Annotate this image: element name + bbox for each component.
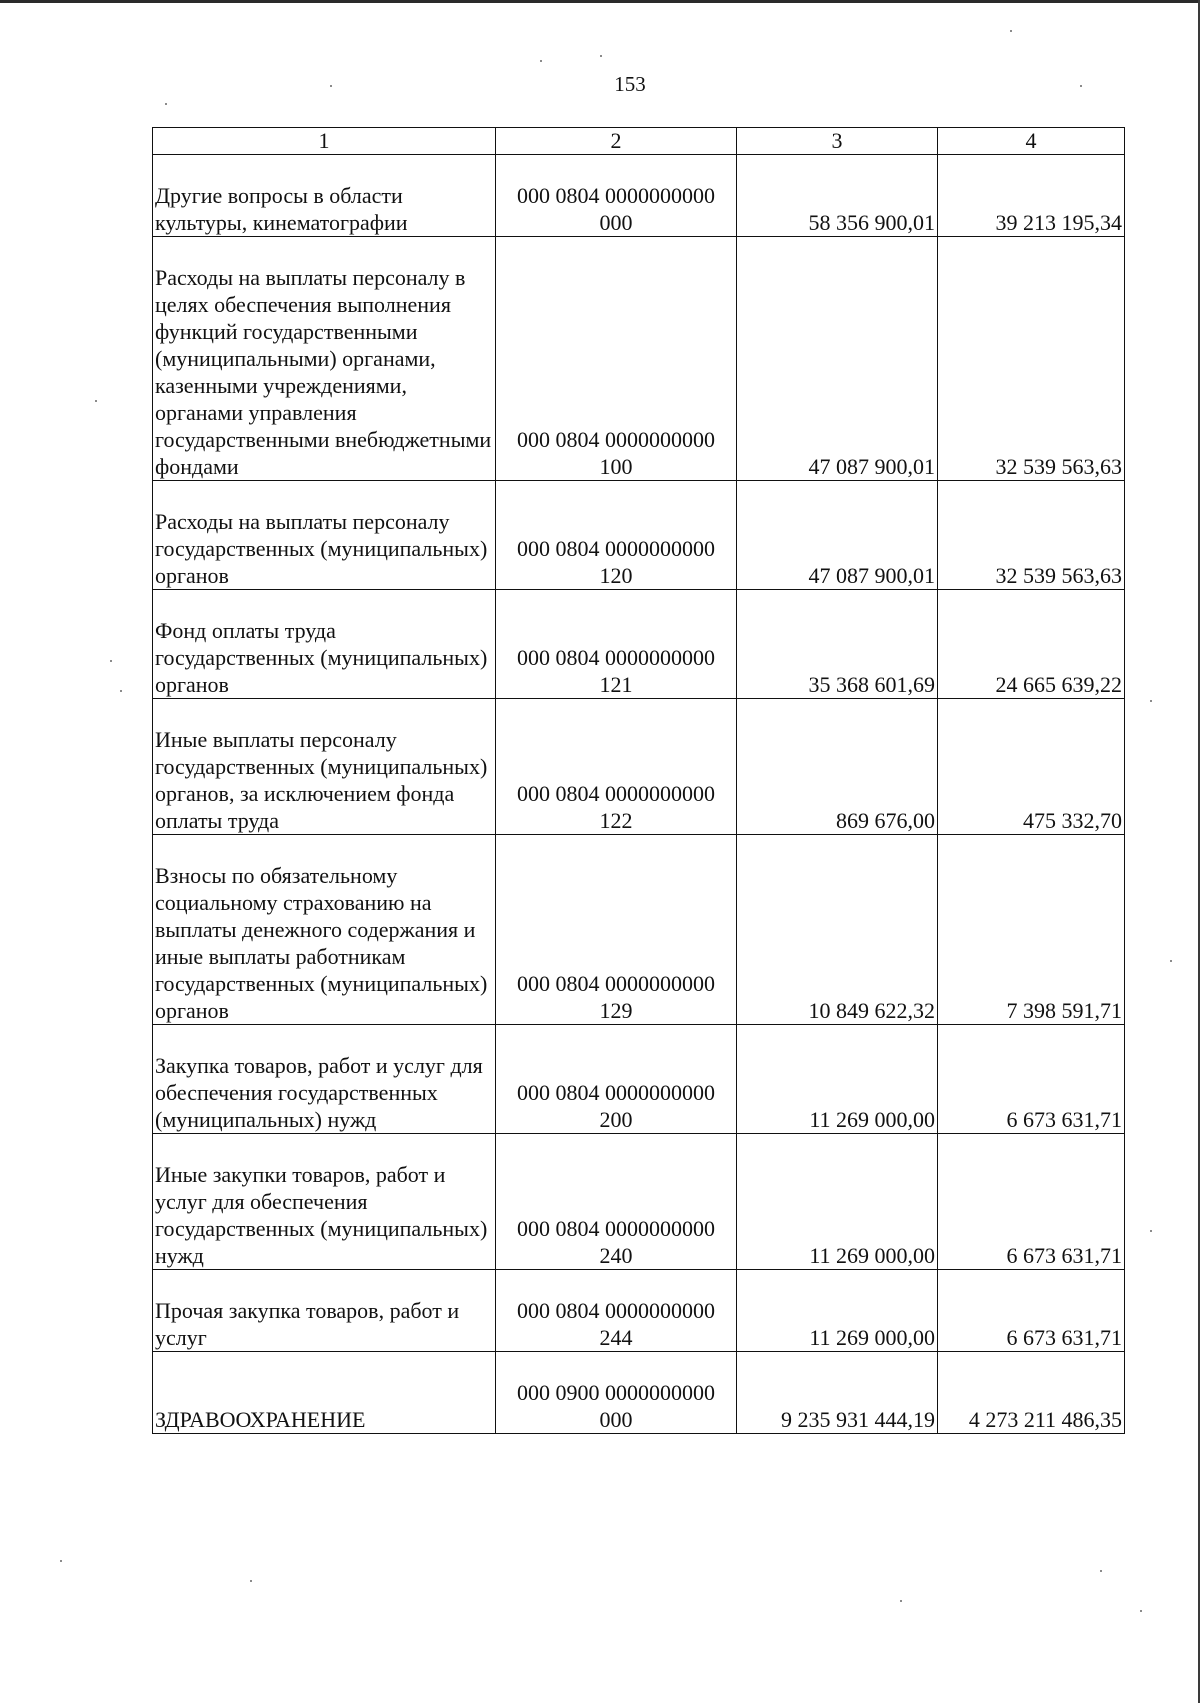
row-code-cell	[496, 237, 737, 481]
table-row	[153, 237, 1125, 481]
code-line-2: 244	[599, 1325, 633, 1350]
code-line-1: 000 0804 0000000000	[517, 427, 715, 452]
code-line-2: 200	[599, 1107, 633, 1132]
header-row	[153, 128, 1125, 155]
scan-speck	[900, 1600, 902, 1602]
table-row	[153, 835, 1125, 1025]
scan-speck	[250, 1580, 252, 1582]
code-line-1: 000 0804 0000000000	[517, 1298, 715, 1323]
table-row	[153, 1134, 1125, 1270]
scan-speck	[1150, 700, 1152, 702]
row-code-cell	[496, 590, 737, 699]
row-value-col4: 39 213 195,34	[938, 155, 1125, 237]
row-value-col3: 11 269 000,00	[737, 1270, 938, 1352]
scan-speck	[1080, 85, 1082, 87]
row-value-col4: 4 273 211 486,35	[938, 1352, 1125, 1434]
row-value-col3: 47 087 900,01	[737, 481, 938, 590]
row-name-cell: Фонд оплаты труда государственных (муниципальных) органов	[153, 590, 496, 699]
row-value-col3: 11 269 000,00	[737, 1134, 938, 1270]
code-line-1: 000 0804 0000000000	[517, 645, 715, 670]
row-value-col3: 58 356 900,01	[737, 155, 938, 237]
row-code-cell	[496, 699, 737, 835]
row-code-cell	[496, 1025, 737, 1134]
budget-table	[152, 127, 1125, 1434]
row-name-cell: Расходы на выплаты персоналу государственных (муниципальных) органов	[153, 481, 496, 590]
code-line-1: 000 0804 0000000000	[517, 1080, 715, 1105]
row-code-cell	[496, 1134, 737, 1270]
row-code-cell	[496, 835, 737, 1025]
row-value-col4: 24 665 639,22	[938, 590, 1125, 699]
code-line-2: 100	[599, 454, 633, 479]
row-value-col4: 6 673 631,71	[938, 1134, 1125, 1270]
scan-speck	[1170, 960, 1172, 962]
row-value-col4: 7 398 591,71	[938, 835, 1125, 1025]
row-value-col3: 9 235 931 444,19	[737, 1352, 938, 1434]
scan-speck	[165, 103, 167, 105]
row-value-col3: 10 849 622,32	[737, 835, 938, 1025]
row-value-col4: 475 332,70	[938, 699, 1125, 835]
table-row	[153, 1352, 1125, 1434]
row-code-cell	[496, 155, 737, 237]
code-line-2: 129	[599, 998, 633, 1023]
scan-speck	[95, 400, 97, 402]
row-name-cell: Прочая закупка товаров, работ и услуг	[153, 1270, 496, 1352]
row-value-col3: 11 269 000,00	[737, 1025, 938, 1134]
scan-speck	[60, 1560, 62, 1562]
table-row	[153, 1025, 1125, 1134]
row-value-col4: 6 673 631,71	[938, 1270, 1125, 1352]
scan-speck	[120, 690, 122, 692]
code-line-1: 000 0804 0000000000	[517, 781, 715, 806]
code-line-2: 000	[599, 1407, 633, 1432]
row-value-col4: 32 539 563,63	[938, 481, 1125, 590]
scan-speck	[1140, 1610, 1142, 1612]
row-name-cell: Иные выплаты персоналу государственных (муниципальных) органов, за исключением фонда оплаты труда	[153, 699, 496, 835]
table-row	[153, 699, 1125, 835]
row-value-col4: 6 673 631,71	[938, 1025, 1125, 1134]
code-line-1: 000 0804 0000000000	[517, 971, 715, 996]
scan-speck	[600, 55, 602, 57]
scan-speck	[1150, 1230, 1152, 1232]
page-number: 153	[614, 72, 646, 96]
scan-speck	[1010, 30, 1012, 32]
row-name-cell: Другие вопросы в области культуры, кинематографии	[153, 155, 496, 237]
row-name-cell: ЗДРАВООХРАНЕНИЕ	[153, 1352, 496, 1434]
code-line-1: 000 0900 0000000000	[517, 1380, 715, 1405]
row-code-cell	[496, 1352, 737, 1434]
row-name-cell: Иные закупки товаров, работ и услуг для обеспечения государственных (муниципальных) нужд	[153, 1134, 496, 1270]
code-line-1: 000 0804 0000000000	[517, 536, 715, 561]
column-header-1: 1	[153, 128, 496, 155]
row-value-col3: 35 368 601,69	[737, 590, 938, 699]
row-code-cell	[496, 1270, 737, 1352]
row-name-cell: Взносы по обязательному социальному страхованию на выплаты денежного содержания и иные выплаты работникам государственных (муниципальных) органов	[153, 835, 496, 1025]
scan-speck	[540, 60, 542, 62]
code-line-2: 120	[599, 563, 633, 588]
scan-speck	[330, 85, 332, 87]
code-line-2: 240	[599, 1243, 633, 1268]
column-header-3: 3	[737, 128, 938, 155]
row-code-cell	[496, 481, 737, 590]
column-header-2: 2	[496, 128, 737, 155]
row-value-col3: 47 087 900,01	[737, 237, 938, 481]
code-line-2: 121	[599, 672, 633, 697]
table-row	[153, 155, 1125, 237]
row-value-col4: 32 539 563,63	[938, 237, 1125, 481]
scan-speck	[110, 660, 112, 662]
scan-speck	[1100, 1570, 1102, 1572]
row-name-cell: Расходы на выплаты персоналу в целях обеспечения выполнения функций государственными (муниципальными) органами, казенными учреждениями, органами управления государственными внебюджетными фондами	[153, 237, 496, 481]
scan-border-top	[0, 0, 1200, 3]
code-line-1: 000 0804 0000000000	[517, 183, 715, 208]
row-value-col3: 869 676,00	[737, 699, 938, 835]
code-line-1: 000 0804 0000000000	[517, 1216, 715, 1241]
table-row	[153, 1270, 1125, 1352]
code-line-2: 122	[599, 808, 633, 833]
row-name-cell: Закупка товаров, работ и услуг для обеспечения государственных (муниципальных) нужд	[153, 1025, 496, 1134]
column-header-4: 4	[938, 128, 1125, 155]
table-row	[153, 481, 1125, 590]
table-row	[153, 590, 1125, 699]
code-line-2: 000	[599, 210, 633, 235]
